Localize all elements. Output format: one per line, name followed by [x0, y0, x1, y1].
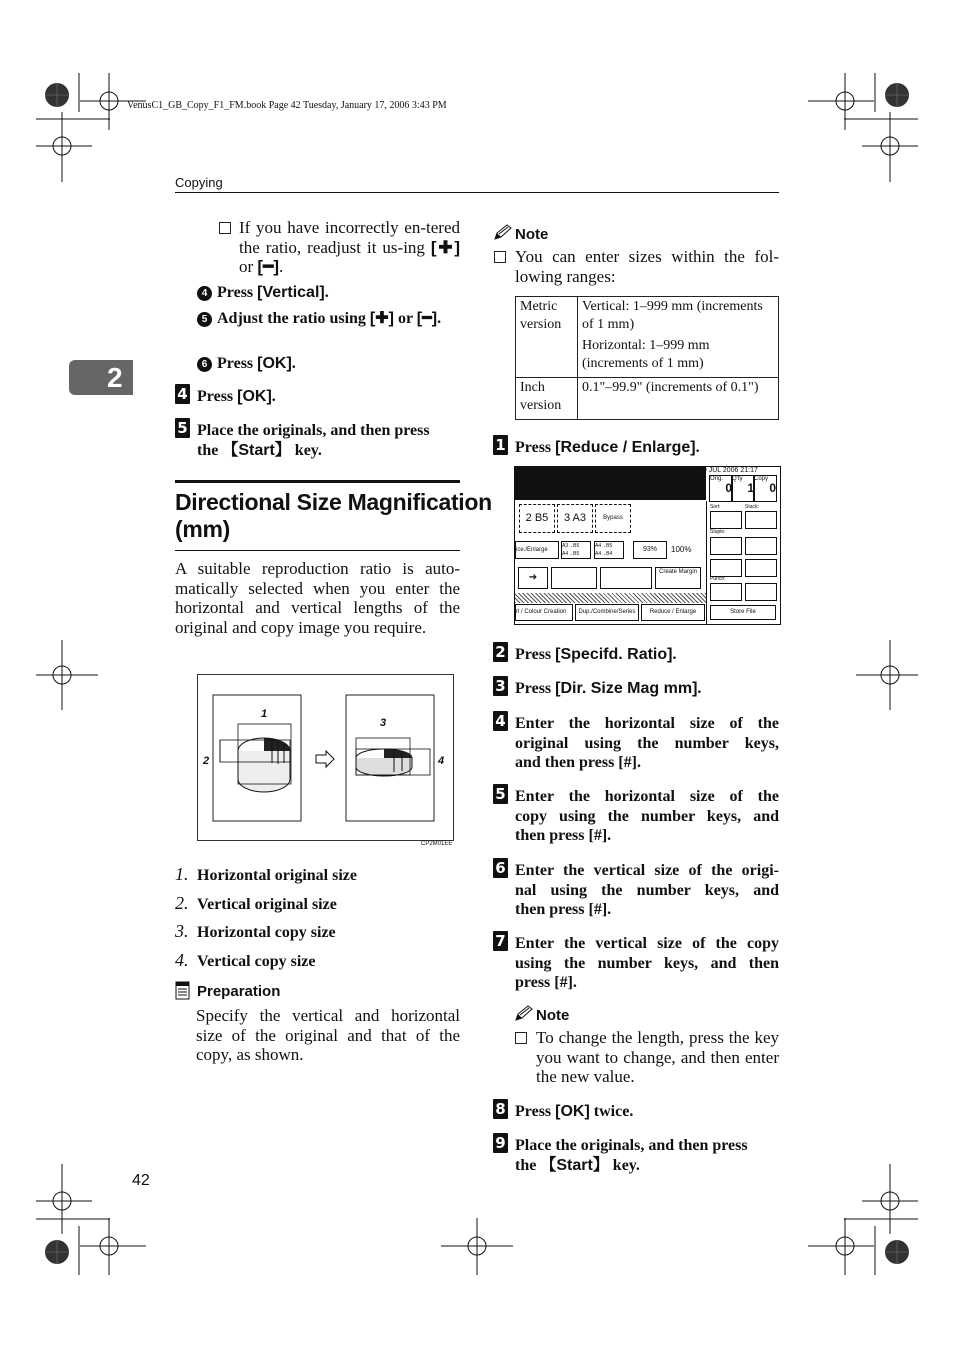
sort-label: Sort:: [710, 504, 721, 510]
ok-key: [OK]: [257, 355, 292, 372]
step-text-2: the: [515, 1156, 541, 1174]
step-text-2: twice.: [589, 1103, 634, 1120]
magnification-figure: [197, 674, 454, 841]
step-number: 4: [493, 711, 508, 731]
step-text-line: Enter the vertical size of the origi-: [515, 862, 779, 879]
legend-text: Horizontal original size: [197, 867, 357, 884]
ratio-button-a[interactable]: A3→B5 A4→B5: [561, 541, 591, 559]
metric-label: Metric version: [516, 297, 578, 378]
period: .: [291, 355, 296, 372]
step-3: [493, 676, 779, 699]
step-number: 6: [493, 858, 508, 878]
step-text-3: key.: [290, 441, 322, 459]
counter-copy: [753, 475, 777, 502]
figure-label-1: 1: [261, 708, 268, 720]
legend-number: 2.: [175, 892, 189, 913]
step-text: Place the originals, and then press: [197, 422, 430, 439]
staple-label: Staple:: [710, 529, 726, 535]
screen-divider: [706, 501, 707, 624]
substep-number: 4: [197, 286, 212, 301]
minus-key: [━]: [416, 310, 438, 327]
screen-checker-band: [515, 593, 706, 603]
step-number: 8: [493, 1099, 508, 1119]
tab-reduce-enlarge[interactable]: Reduce / Enlarge: [641, 604, 705, 621]
create-margin-button[interactable]: Create Margin: [655, 567, 701, 589]
legend-text: Vertical original size: [197, 895, 337, 913]
ratio-button-b[interactable]: A4→B5 A4→B4: [594, 541, 624, 559]
paper-button-2[interactable]: 3 A3: [557, 504, 593, 533]
step-text: Place the originals, and then press: [515, 1137, 748, 1154]
staple-button-3[interactable]: [710, 559, 742, 577]
ok-key: [OK]: [237, 388, 272, 405]
staple-button-1[interactable]: [710, 537, 742, 555]
step-text-line: using the number keys, and then: [515, 954, 779, 972]
legend-number: 3.: [175, 921, 189, 941]
table-row: [516, 378, 779, 420]
figure-label-3: 3: [380, 717, 387, 729]
func-button-2[interactable]: [551, 567, 597, 589]
note-paragraph: [493, 247, 779, 286]
period: .: [278, 257, 284, 276]
step-number: 3: [493, 676, 508, 696]
tab-dup-combine-series[interactable]: Dup./Combine/Series: [575, 604, 639, 621]
step-text: Press: [515, 646, 556, 663]
screen-date: 20 JUL 2006 21:17: [699, 467, 758, 474]
figure-illustration: [198, 675, 453, 850]
metric-values: [578, 297, 779, 378]
legend-number: 4.: [175, 949, 189, 970]
step-7-right: [493, 931, 779, 993]
counter-label: Copy: [754, 476, 769, 482]
ratio-pct-button[interactable]: 93%: [633, 541, 667, 559]
counter-value: 1: [747, 481, 754, 495]
or-text: or: [239, 257, 258, 276]
figure-legend: [175, 864, 460, 978]
counter-label: Orig.: [710, 476, 724, 482]
substep-text: Press: [217, 355, 258, 372]
step-6-right: [493, 858, 779, 920]
plus-key: [✚]: [369, 310, 394, 327]
step-text-line: Enter the horizontal size of the: [515, 715, 779, 732]
note2-title: Note: [536, 1007, 570, 1024]
step-text-line: press [#].: [515, 974, 577, 991]
step-1: [493, 435, 779, 458]
metric-horizontal: Horizontal: 1–999 mm (increments of 1 mm): [582, 338, 710, 371]
legend-number: 1.: [175, 864, 189, 884]
start-key: 【Start】: [222, 441, 291, 459]
legend-item: [175, 921, 460, 950]
note2-paragraph: [514, 1028, 779, 1087]
figure-label-4: 4: [438, 755, 445, 767]
header-rule: [175, 192, 779, 193]
file-info: VenusC1_GB_Copy_F1_FM.book Page 42 Tuesday, January 17, 2006 3:43 PM: [127, 100, 447, 111]
substep-4: [197, 283, 460, 303]
table-row: [516, 297, 779, 378]
func-button-1[interactable]: ➔: [518, 567, 548, 589]
substep-number: 5: [197, 312, 212, 327]
step-text-line: and then press [#].: [515, 754, 641, 771]
preparation-title: Preparation: [197, 983, 281, 1000]
specifd-ratio-key: [Specifd. Ratio]: [555, 646, 673, 663]
step-text-line: Enter the horizontal size of the: [515, 788, 779, 805]
step-text: Press: [515, 439, 556, 456]
staple-button-4[interactable]: [745, 559, 777, 577]
step-text-line: copy using the number keys, and: [515, 807, 779, 825]
step-text-line: then press [#].: [515, 901, 612, 918]
step-text-line: nal using the number keys, and: [515, 881, 779, 899]
counter-orig: [709, 475, 733, 502]
step-5-left: [175, 418, 460, 460]
section-title: Copying: [175, 175, 223, 190]
note-title: Note: [515, 226, 549, 243]
step-number: 2: [493, 642, 508, 662]
substep-5: [197, 309, 460, 329]
step-8: [493, 1099, 779, 1122]
step-4-left: [175, 384, 460, 407]
heading-line-2: (mm): [175, 516, 231, 542]
substep-text: Press: [217, 284, 258, 301]
step-number: 4: [175, 384, 190, 404]
ok-key: [OK]: [555, 1103, 590, 1120]
sub-note-text: If you have incorrectly en-tered the ratio, readjust it us-ing: [239, 218, 460, 257]
step-text: Press: [515, 680, 556, 697]
stack-label: Stack:: [745, 504, 759, 510]
step-2: [493, 642, 779, 665]
step-4-right: [493, 711, 779, 773]
step-number: 5: [175, 418, 190, 438]
counter-value: 0: [769, 481, 776, 495]
screen-top-bar: [515, 467, 706, 500]
period: .: [324, 284, 329, 301]
figure-label-2: 2: [203, 755, 210, 767]
section-heading: [175, 489, 492, 543]
step-number: 1: [493, 435, 508, 455]
legend-item: [175, 893, 460, 922]
page-number: 42: [132, 1172, 150, 1189]
period: .: [697, 680, 702, 697]
chapter-tab: [69, 360, 133, 395]
ratio-100-label: 100%: [671, 545, 692, 554]
inch-value: 0.1"–99.9" (increments of 0.1"): [578, 378, 779, 420]
step-text-2: the: [197, 441, 223, 459]
counter-block: [707, 475, 779, 501]
counter-qty: [731, 475, 755, 502]
step-text-line: then press [#].: [515, 827, 612, 844]
note-icon-2: [514, 1005, 534, 1022]
step-text: Press: [515, 1103, 556, 1120]
legend-item: [175, 950, 460, 979]
or-text: or: [393, 310, 417, 327]
paper-button-1[interactable]: 2 B5: [519, 504, 555, 533]
period: .: [695, 439, 700, 456]
step-text: Press: [197, 388, 238, 405]
punch-button-2[interactable]: [745, 583, 777, 601]
counter-label: Q'ty: [732, 476, 743, 482]
metric-vertical: Vertical: 1–999 mm (increments of 1 mm): [582, 299, 763, 332]
note-text: You can enter sizes within the fol-lowing ranges:: [515, 247, 779, 286]
punch-button-1[interactable]: [710, 583, 742, 601]
period: .: [437, 310, 442, 327]
period: .: [271, 388, 276, 405]
step-text-line: original using the number keys,: [515, 734, 779, 752]
tab-colour-creation[interactable]: rl / Colour Creation: [515, 604, 573, 621]
reduce-enlarge-label[interactable]: ice./Enlarge: [515, 541, 559, 559]
step-number: 7: [493, 931, 508, 951]
inch-label: Inch version: [516, 378, 578, 420]
minus-key: [━]: [257, 257, 279, 276]
heading-bottom-rule: [175, 550, 460, 551]
sub-note: [218, 218, 460, 277]
substep-6: [197, 354, 460, 374]
step-text-line: Enter the vertical size of the copy: [515, 935, 779, 952]
counter-value: 0: [725, 481, 732, 495]
substep-text: Adjust the ratio using: [217, 310, 370, 327]
preparation-text: Specify the vertical and horizontal size of the original and that of the copy, as shown.: [196, 1006, 460, 1064]
func-button-3[interactable]: [600, 567, 652, 589]
plus-key: [✚]: [430, 237, 460, 257]
step-number: 5: [493, 784, 508, 804]
step-9: [493, 1133, 779, 1175]
step-text-3: key.: [608, 1156, 640, 1174]
dir-size-mag-key: [Dir. Size Mag mm]: [555, 680, 698, 697]
chapter-number: 2: [107, 362, 123, 393]
store-file-button[interactable]: Store File: [710, 605, 776, 620]
heading-line-1: Directional Size Magnification: [175, 489, 492, 515]
sort-button[interactable]: [710, 511, 742, 529]
preparation-icon: [175, 981, 191, 1000]
step-number: 9: [493, 1133, 508, 1153]
punch-label: Punch:: [710, 576, 726, 582]
note-icon: [493, 224, 513, 241]
intro-paragraph: A suitable reproduction ratio is auto-matically selected when you enter the horizontal and vertical lengths of the original and copy image you require.: [175, 559, 460, 637]
stack-button[interactable]: [745, 511, 777, 529]
legend-item: [175, 864, 460, 893]
legend-text: Vertical copy size: [197, 952, 316, 970]
legend-text: Horizontal copy size: [197, 924, 336, 941]
step-5-right: [493, 784, 779, 846]
note2-text: To change the length, press the key you want to change, and then enter the new value.: [536, 1028, 779, 1086]
vertical-key: [Vertical]: [257, 284, 325, 301]
substep-number: 6: [197, 357, 212, 372]
copier-screen: [514, 466, 781, 625]
start-key: 【Start】: [540, 1156, 609, 1174]
bypass-button[interactable]: Bypass: [595, 504, 631, 533]
ranges-table: [515, 296, 779, 420]
reduce-enlarge-key: [Reduce / Enlarge]: [555, 439, 696, 456]
staple-button-2[interactable]: [745, 537, 777, 555]
heading-top-rule: [175, 480, 460, 483]
period: .: [672, 646, 677, 663]
figure-code: CP2M01EE: [421, 841, 453, 847]
